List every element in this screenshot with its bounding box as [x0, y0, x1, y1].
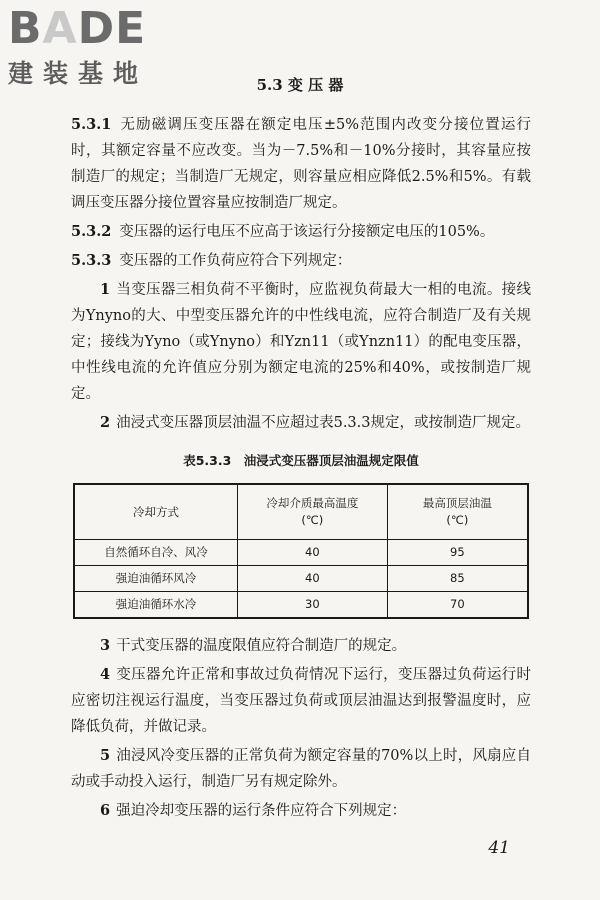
brand-subtitle: 建装基地 [8, 59, 149, 88]
column-header: 冷却方式 [74, 484, 237, 540]
clause-text: 变压器的工作负荷应符合下列规定： [119, 253, 352, 269]
item-number: 5 [100, 747, 111, 764]
item-number: 2 [100, 414, 111, 431]
table-cell: 强迫油循环风冷 [74, 566, 237, 592]
table-cell: 40 [237, 540, 387, 566]
document-body [71, 112, 531, 827]
table-cell: 85 [387, 566, 528, 592]
list-item [71, 798, 531, 824]
table-row [74, 540, 528, 566]
table-row [74, 592, 528, 619]
item-number: 4 [100, 666, 111, 683]
item-text: 油浸风冷变压器的正常负荷为额定容量的70%以上时，风扇应自动或手动投入运行，制造厂另有规定除外。 [71, 748, 531, 790]
section-title: 5.3 变 压 器 [256, 76, 344, 94]
clause-text: 无励磁调压变压器在额定电压±5%范围内改变分接位置运行时，其额定容量不应改变。当为－7.5%和－10%分接时，其容量应按制造厂的规定；当制造厂无规定，则容量应相应降低2.5%和5%。有载调压变压器分接位置容量应按制造厂规定。 [71, 117, 531, 211]
clause-5-3-2 [71, 219, 531, 245]
table-cell: 70 [387, 592, 528, 619]
item-text: 强迫冷却变压器的运行条件应符合下列规定： [116, 803, 407, 819]
clause-number: 5.3.3 [71, 252, 112, 269]
clause-5-3-1 [71, 112, 531, 216]
table-cell: 40 [237, 566, 387, 592]
item-text: 油浸式变压器顶层油温不应超过表5.3.3规定，或按制造厂规定。 [116, 415, 530, 431]
list-item [71, 743, 531, 795]
clause-number: 5.3.2 [71, 223, 112, 240]
table-cell: 30 [237, 592, 387, 619]
item-text: 变压器允许正常和事故过负荷情况下运行，变压器过负荷运行时应密切注视运行温度，当变压器过负荷或顶层油温达到报警温度时，应降低负荷，并做记录。 [71, 667, 531, 735]
list-item [71, 662, 531, 740]
table-cell: 自然循环自冷、风冷 [74, 540, 237, 566]
clause-number: 5.3.1 [71, 116, 112, 133]
list-item [71, 277, 531, 407]
table-cell: 95 [387, 540, 528, 566]
item-number: 3 [100, 637, 111, 654]
brand-wordmark: BADE [8, 3, 147, 54]
list-item [71, 633, 531, 659]
item-text: 当变压器三相负荷不平衡时，应监视负荷最大一相的电流。接线为Ynyno的大、中型变压器允许的中性线电流，应符合制造厂及有关规定；接线为Yyno（或Ynyno）和Yzn11（或Ynzn11）的配电变压器，中性线电流的允许值应分别为额定电流的25%和40%，或按制造厂规定。 [71, 282, 531, 402]
page-number: 41 [488, 838, 510, 858]
item-number: 1 [100, 281, 111, 298]
oil-temperature-table [73, 483, 529, 619]
table-cell: 强迫油循环水冷 [74, 592, 237, 619]
table-row [74, 566, 528, 592]
clause-text: 变压器的运行电压不应高于该运行分接额定电压的105%。 [119, 224, 495, 240]
column-header: 最高顶层油温 (℃) [387, 484, 528, 540]
clause-5-3-3 [71, 248, 531, 274]
column-header: 冷却介质最高温度 (℃) [237, 484, 387, 540]
list-item [71, 410, 531, 436]
item-number: 6 [100, 802, 111, 819]
table-caption: 表5.3.3 油浸式变压器顶层油温规定限值 [183, 453, 419, 468]
table-header-row [74, 484, 528, 540]
item-text: 干式变压器的温度限值应符合制造厂的规定。 [116, 638, 407, 654]
